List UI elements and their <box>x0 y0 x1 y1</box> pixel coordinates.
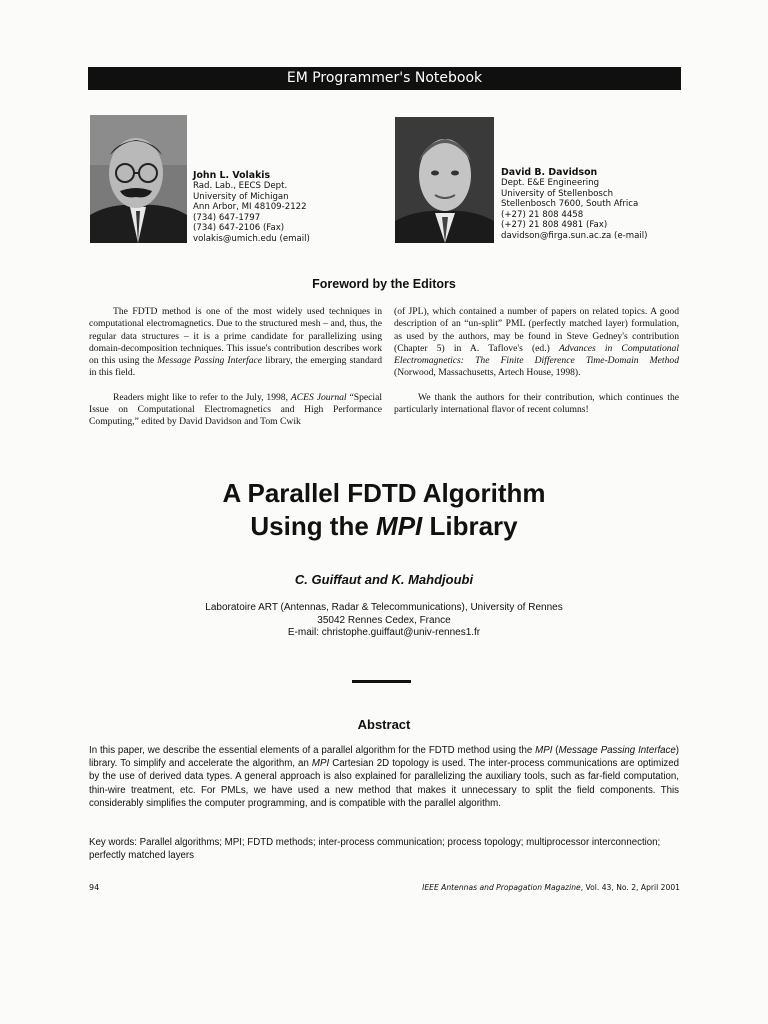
paper-title-line-2: Using the MPI Library <box>250 511 518 541</box>
editor-affiliation-line: Rad. Lab., EECS Dept. <box>193 181 288 191</box>
journal-citation: IEEE Antennas and Propagation Magazine, Vol. 43, No. 2, April 2001 <box>422 883 680 892</box>
editor-affiliation-line: University of Michigan <box>193 191 289 202</box>
foreword-paragraph: The FDTD method is one of the most widely used techniques in computational electromagnetics. Due to the structured mesh – and, thus, the regular data structures – it is a prime candidate for parallelizing using domain-decomposition techniques. This issue's contribution describes work on this using the Message Passing Interface library, the emerging standard in this field. <box>89 306 382 379</box>
portrait-photo-davidson <box>395 117 494 243</box>
author-affiliation <box>0 602 768 640</box>
portrait-photo-volakis <box>90 115 187 243</box>
editor-email: volakis@umich.edu (email) <box>193 233 310 244</box>
editor-name: John L. Volakis <box>193 170 271 181</box>
affiliation-line: 35042 Rennes Cedex, France <box>317 614 451 626</box>
editor-address-line: Stellenbosch 7600, South Africa <box>501 199 639 210</box>
foreword-paragraph: Readers might like to refer to the July, 1998, ACES Journal “Special Issue on Computational Electromagnetics and High Performance Computing,” edited by David Davidson and Tom Cwik <box>89 391 382 428</box>
page-number: 94 <box>89 883 100 892</box>
editor-email: davidson@firga.sun.ac.za (e-mail) <box>501 230 648 241</box>
foreword-heading: Foreword by the Editors <box>312 277 456 291</box>
editor-fax: (734) 647-2106 (Fax) <box>193 223 285 234</box>
foreword-paragraph: We thank the authors for their contribution, which continues the particularly international flavor of recent columns! <box>394 391 679 416</box>
editor-fax: (+27) 21 808 4981 (Fax) <box>501 220 608 231</box>
author-email: E-mail: christophe.guiffaut@univ-rennes1.fr <box>287 627 481 638</box>
editor-affiliation-line: University of Stellenbosch <box>501 188 614 199</box>
affiliation-line: Laboratoire ART (Antennas, Radar & Telecommunications), University of Rennes <box>205 602 563 613</box>
foreword-column-right <box>394 306 679 428</box>
editor-name: David B. Davidson <box>501 167 598 178</box>
section-divider <box>352 680 411 683</box>
paper-authors: C. Guiffaut and K. Mahdjoubi <box>294 572 474 587</box>
editor-phone: (+27) 21 808 4458 <box>501 209 584 220</box>
editor-contact-volakis <box>193 170 310 245</box>
editor-phone: (734) 647-1797 <box>193 212 261 223</box>
abstract-text: In this paper, we describe the essential elements of a parallel algorithm for the FDTD method using the MPI (Message Passing Interface) library. To simplify and accelerate the algorithm, an MPI Cartesian 2D topology is used. The inter-process communications are optimized by the use of derived data types. A general approach is also explained for parallelizing the auxiliary tools, such as far-field computation, thin-wire treatment, etc. For PMLs, we have used a new method that makes it unnecessary to split the field components. This considerably simplifies the computer programming, and is compatible with the parallel algorithm. <box>89 745 679 809</box>
keywords: Key words: Parallel algorithms; MPI; FDTD methods; inter-process communication; process topology; multiprocessor interconnection; perfectly matched layers <box>89 837 661 862</box>
foreword-column-left <box>89 306 382 441</box>
column-banner: EM Programmer's Notebook <box>88 67 681 90</box>
editor-contact-davidson <box>501 167 648 242</box>
foreword-paragraph: (of JPL), which contained a number of papers on related topics. A good description of an “un-split” PML (perfectly matched layer) formulation, as used by the authors, may be found in Steve Gedney's contribution (Chapter 5) in A. Taflove's (ed.) Advances in Computational Electromagnetics: The Finite Difference Time-Domain Method (Norwood, Massachusetts, Artech House, 1998). <box>394 306 679 379</box>
abstract-heading: Abstract <box>357 717 411 732</box>
paper-title-line-1: A Parallel FDTD Algorithm <box>222 478 546 508</box>
editor-affiliation-line: Dept. E&E Engineering <box>501 178 600 188</box>
editor-address-line: Ann Arbor, MI 48109-2122 <box>193 202 307 213</box>
